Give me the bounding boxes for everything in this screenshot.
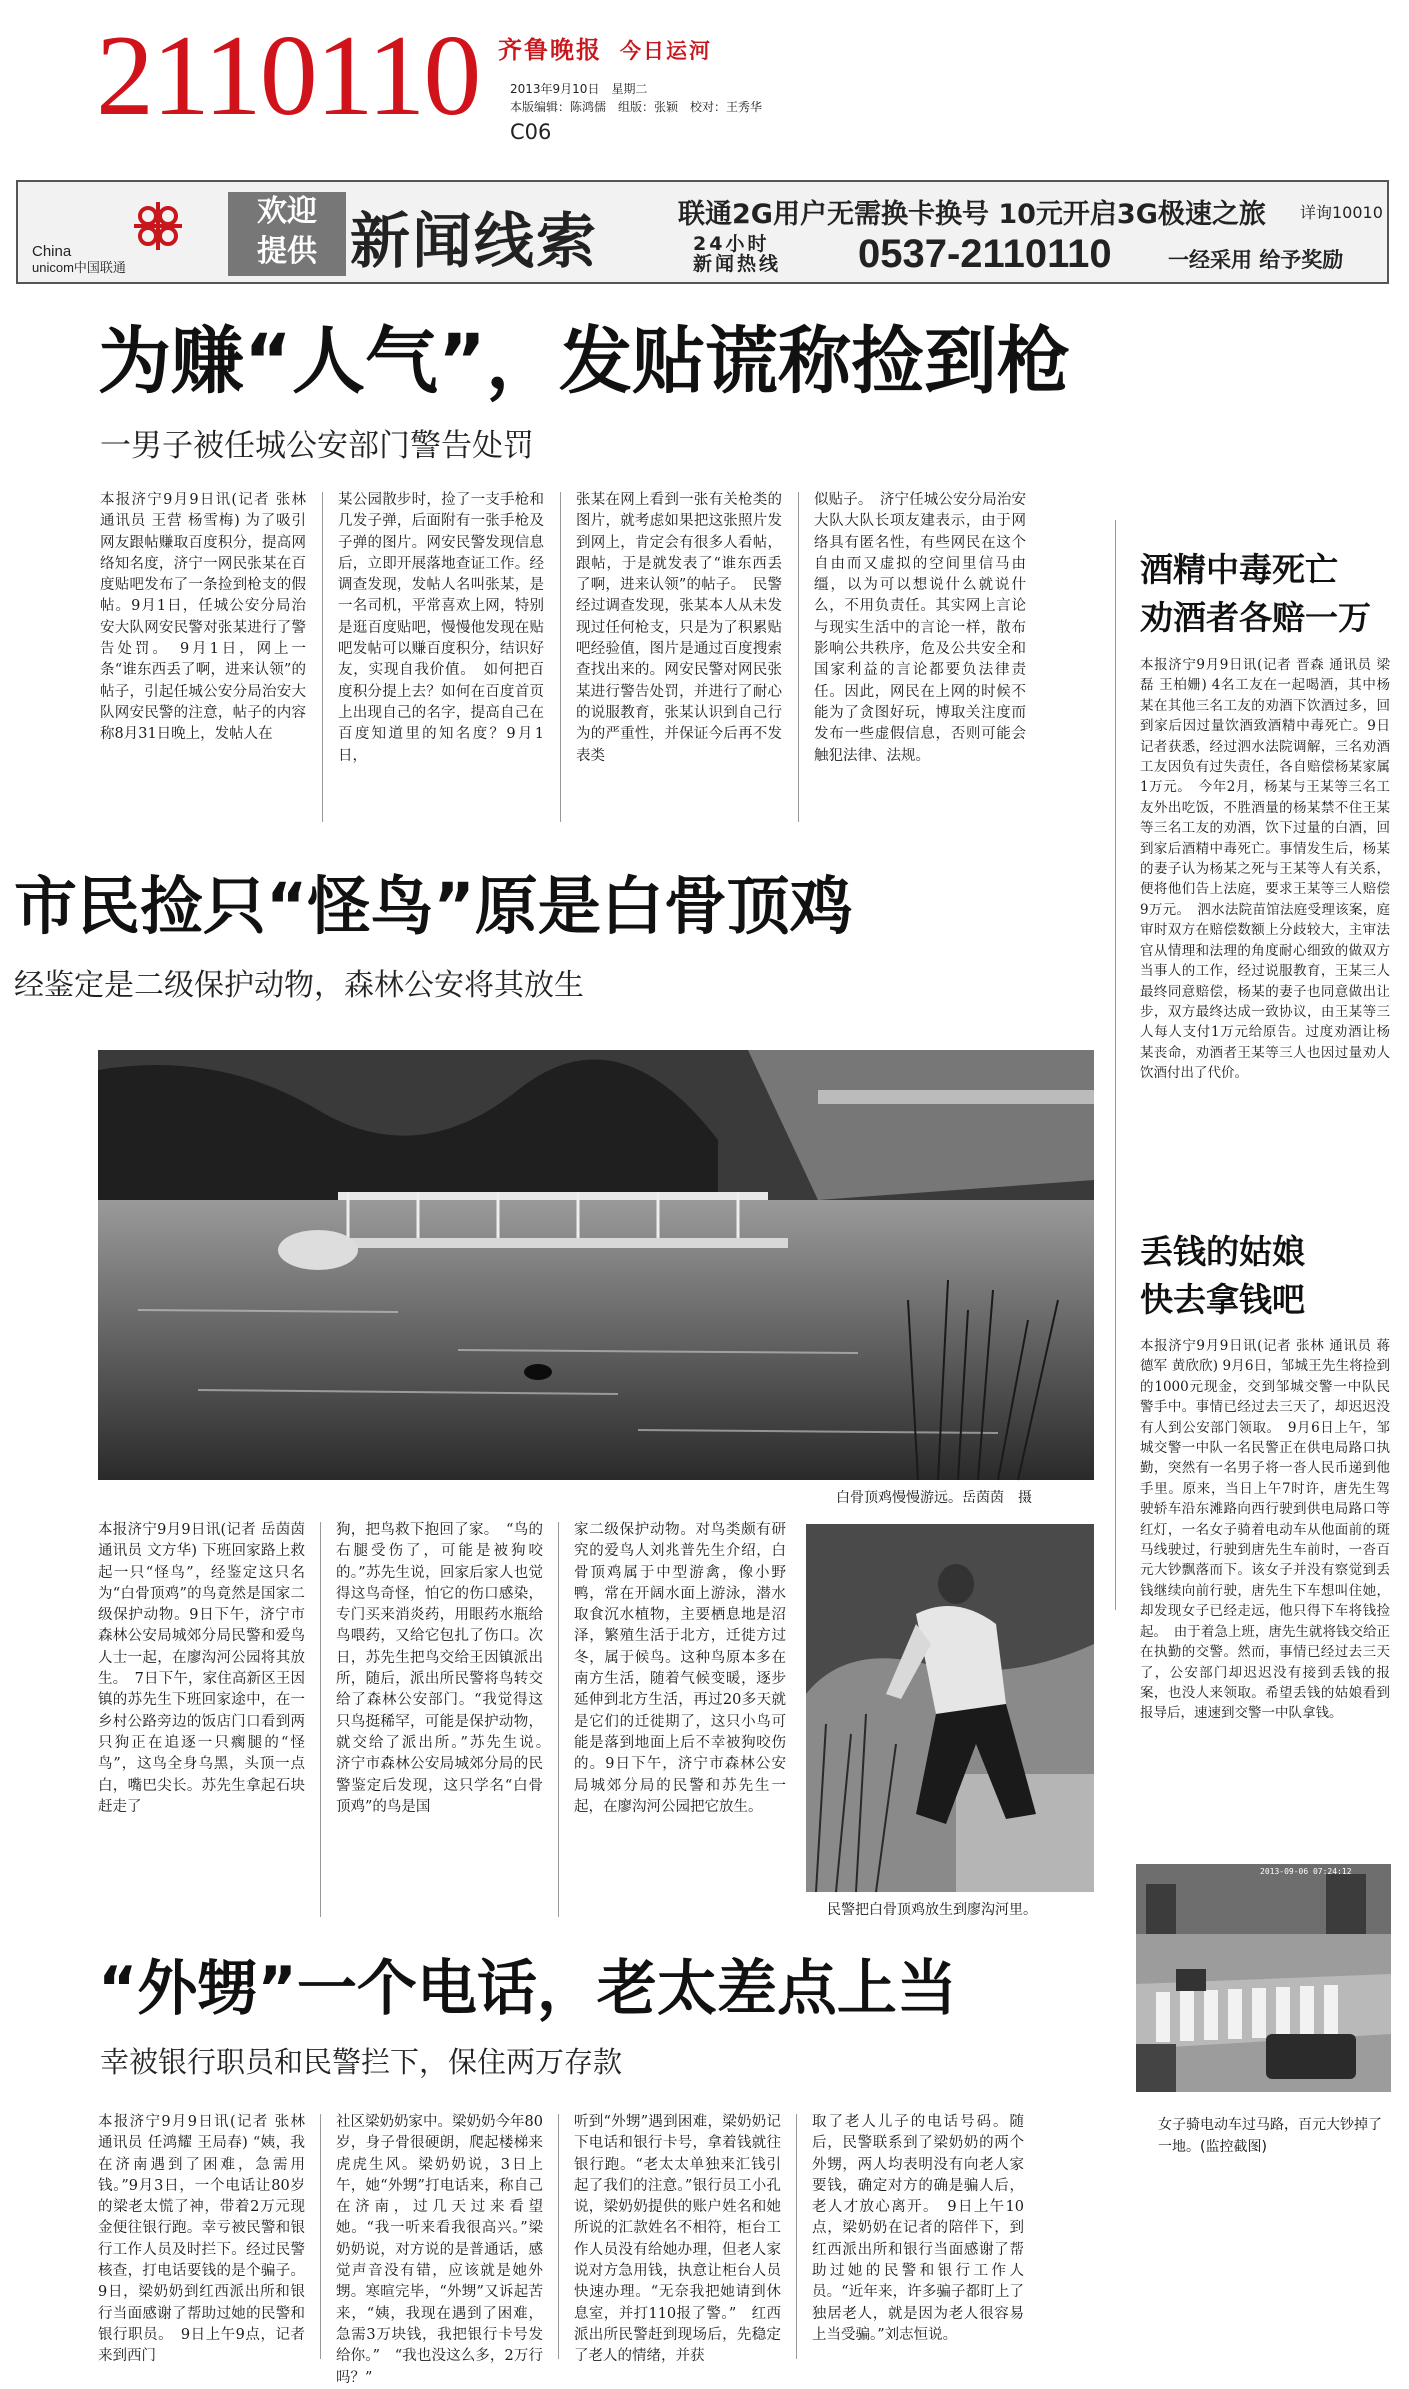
- masthead-meta: [510, 80, 762, 116]
- sidebar2-headline: [1140, 1228, 1390, 1324]
- story3-headline: “外甥”一个电话，老太差点上当: [98, 1954, 957, 2024]
- story3-column-3: 听到“外甥”遇到困难，梁奶奶记下电话和银行卡号，拿着钱就往银行跑。“老太太单独来汇钱引起了我们的注意。”银行员工小孔说，梁奶奶提供的账户姓名和她所说的汇款姓名不相符，柜台工作人员没有给她办理，但老人家说对方急用钱，执意让柜台人员快速办理。“无奈我把她请到休息室，并打110报了警。” 红西派出所民警赶到现场后，先稳定了老人的情绪，并获: [574, 2114, 781, 2365]
- crosswalk-image: [1136, 1864, 1391, 2092]
- newspaper-brand: [498, 30, 712, 65]
- story1-subheadline: 一男子被任城公安部门警告处罚: [100, 428, 534, 464]
- story1-column-3: 张某在网上看到一张有关枪类的图片，就考虑如果把这张照片发到网上，肯定会有很多人看帖，跟帖，于是就发表了“谁东西丢了啊，进来认领”的帖子。 民警经过调查发现，张某本人从未发现过任何枪支，只是为了积累贴吧经验值，图片是通过百度搜索查找出来的。网安民警对网民张某进行警告处罚，并进行了耐心的说服教育，张某认识到自己行为的严重性，并保证今后再不发表类: [576, 492, 782, 764]
- story3-column-1: 本报济宁9月9日讯(记者 张林 通讯员 任鸿耀 王局春) “姨，我在济南遇到了困难，急需用钱。”9月3日，一个电话让80岁的梁老太慌了神，带着2万元现金便往银行跑。幸亏被民警和银行工作人员及时拦下。经过民警核查，打电话要钱的是个骗子。9日，梁奶奶到红西派出所和银行当面感谢了帮助过她的民警和银行职员。 9日上午9点，记者来到西门: [98, 2114, 305, 2365]
- hotline-label-1: 24小时: [693, 233, 770, 255]
- story3-column-4: 取了老人儿子的电话号码。随后，民警联系到了梁奶奶的两个外甥，两人均表明没有向老人家要钱，确定对方的确是骗人后，老人才放心离开。 9日上午10点，梁奶奶在记者的陪伴下，到红西派出所和银行当面感谢了帮助过她的民警和银行工作人员。“近年来，许多骗子都盯上了独居老人，就是因为老人很容易上当受骗。”刘志恒说。: [812, 2114, 1024, 2343]
- story1-column-2: 某公园散步时，捡了一支手枪和几发子弹，后面附有一张手枪及子弹的图片。网安民警发现信息后，立即开展落地查证工作。经调查发现，发帖人名叫张某，是一名司机，平常喜欢上网，特别是逛百度贴吧，慢慢他发现在贴吧发帖可以赚百度积分，结识好友，实现自我价值。 如何把百度积分提上去？如何在百度首页上出现自己的名字，提高自己在百度知道里的知名度？9月1日，: [338, 492, 544, 764]
- surveillance-photo-caption: 女子骑电动车过马路，百元大钞掉了一地。(监控截图): [1158, 2117, 1382, 2155]
- story2-headline: 市民捡只“怪鸟”原是白骨顶鸡: [14, 870, 853, 943]
- date-line: 2013年9月10日 星期二: [510, 82, 648, 96]
- banner-slogan: 一经采用 给予奖励: [1168, 248, 1344, 272]
- welcome-line1: 欢迎: [257, 194, 317, 229]
- surveillance-photo: [1136, 1864, 1391, 2092]
- logo-text-china: China: [32, 243, 72, 260]
- section-name: 今日运河: [620, 38, 712, 63]
- surveillance-timestamp: 2013-09-06 07:24:12: [1260, 1867, 1352, 1876]
- hotline-label-2: 新闻热线: [693, 253, 782, 275]
- consult-number: 详询10010: [1300, 203, 1383, 222]
- pond-scene-image: [98, 1050, 1094, 1480]
- unicom-banner-ad: [16, 180, 1389, 284]
- paper-name: 齐鲁晚报: [498, 35, 602, 64]
- release-bird-photo: [806, 1524, 1094, 1892]
- story1-column-1: 本报济宁9月9日讯(记者 张林 通讯员 王营 杨雪梅) 为了吸引网友跟帖赚取百度积分，提高网络知名度，济宁一网民张某在百度贴吧发布了一条捡到枪支的假帖。9月1日，任城公安分局治安大队网安民警对张某进行了警告处罚。 9月1日，网上一条“谁东西丢了啊，进来认领”的帖子，引起任城公安分局治安大队网安民警的注意，帖子的内容称8月31日晚上，发帖人在: [100, 492, 306, 743]
- unicom-knot-icon: [28, 194, 218, 274]
- banner-hotline-number: 0537-2110110: [858, 232, 1112, 276]
- news-clue-title: 新闻线索: [350, 207, 598, 277]
- story2-column-2: 狗，把鸟救下抱回了家。 “鸟的右腿受伤了，可能是被狗咬的。”苏先生说，回家后家人也觉得这鸟奇怪，怕它的伤口感染，专门买来消炎药，用眼药水瓶给鸟喂药，又给它包扎了伤口。次日，苏先生把鸟交给王因镇派出所，随后，派出所民警将鸟转交给了森林公安部门。“我觉得这只鸟挺稀罕，可能是保护动物，就交给了派出所。”苏先生说。 济宁市森林公安局城郊分局的民警鉴定后发现，这只学名“白骨顶鸡”的鸟是国: [336, 1522, 558, 1815]
- officer-release-image: [806, 1524, 1094, 1892]
- page-number: C06: [510, 120, 552, 144]
- sidebar2-headline-line2: 快去拿钱吧: [1140, 1280, 1305, 1319]
- welcome-line2: 提供: [257, 234, 317, 269]
- sidebar2-body: 本报济宁9月9日讯(记者 张林 通讯员 蒋德军 黄欣欣) 9月6日，邹城王先生将捡到的1000元现金，交到邹城交警一中队民警手中。事情已经过去三天了，却迟迟没有人到公安部门领取。 9月6日上午，邹城交警一中队一名民警正在供电局路口执勤，突然有一名男子将一沓人民币递到他手里。原来，当日上午7时许，唐先生驾驶轿车沿东滩路向西行驶到供电局路口等红灯，一名女子骑着电动车从他面前的斑马线驶过，行驶到唐先生车前时，一沓百元大钞飘落而下。该女子并没有察觉到丢钱继续向前行驶，唐先生下车想叫住她，却发现女子已经走远，他只得下车将钱捡起。 由于着急上班，唐先生就将钱交给正在执勤的交警。然而，事情已经过去三天了，公安部门却迟迟没有接到丢钱的报案，也没人来领取。希望丢钱的姑娘看到报导后，速速到交警一中队拿钱。: [1140, 1338, 1390, 1722]
- story2-column-3: 家二级保护动物。对鸟类颇有研究的爱鸟人刘兆普先生介绍，白骨顶鸡属于中型游禽，像小野鸭，常在开阔水面上游泳，潜水取食沉水植物，主要栖息地是沼泽，繁殖生活于北方，迁徙方过冬，属于候鸟。这种鸟原本多在南方生活，随着气候变暖，逐步延伸到北方生活，再过20多天就是它们的迁徙期了，这只小鸟可能是落到地面上后不幸被狗咬伤的。9日下午，济宁市森林公安局城郊分局的民警和苏先生一起，在廖沟河公园把它放生。: [574, 1522, 786, 1815]
- logo-text-unicom: unicom中国联通: [32, 260, 126, 275]
- sidebar2-headline-line1: 丢钱的姑娘: [1140, 1232, 1305, 1271]
- bird-pond-photo-caption: 白骨顶鸡慢慢游远。岳茵茵 摄: [836, 1490, 1032, 1506]
- release-bird-photo-caption: 民警把白骨顶鸡放生到廖沟河里。: [827, 1902, 1037, 1918]
- editors-line: 本版编辑：陈鸿儒 组版：张颖 校对：王秀华: [510, 100, 763, 114]
- bird-pond-photo: [98, 1050, 1094, 1480]
- sidebar1-body: 本报济宁9月9日讯(记者 晋森 通讯员 梁磊 王柏姗) 4名工友在一起喝酒，其中杨某在其他三名工友的劝酒下饮酒过多，回到家后因过量饮酒致酒精中毒死亡。9日记者获悉，经过泗水法院调解，三名劝酒工友因负有过失责任，各自赔偿杨某家属1万元。 今年2月，杨某与王某等三名工友外出吃饭，不胜酒量的杨某禁不住王某等三名工友的劝酒，饮下过量的白酒，回到家后酒精中毒死亡。事情发生后，杨某的妻子认为杨某之死与王某等人有关系，便将他们告上法庭，要求王某等三人赔偿9万元。 泗水法院苗馆法庭受理该案，庭审时双方在赔偿数额上分歧较大，主审法官从情理和法理的角度耐心细致的做双方当事人的工作，经过说服教育，王某三人最终同意赔偿，杨某的妻子也同意做出让步，双方最终达成一致协议，由王某等三人每人支付1万元给原告。过度劝酒让杨某丧命，劝酒者王某等三人也因过量劝人饮酒付出了代价。: [1140, 657, 1390, 1082]
- story3-column-2: 社区梁奶奶家中。梁奶奶今年80岁，身子骨很硬朗，爬起楼梯来虎虎生风。梁奶奶说，3日上午，她“外甥”打电话来，称自己在济南，过几天过来看望她。“我一听来看我很高兴。”梁奶奶说，对方说的是普通话，感觉声音没有错，应该就是她外甥。寒暄完毕，“外甥”又诉起苦来，“姨，我现在遇到了困难，急需3万块钱，我把银行卡号发给你。” “我也没这么多，2万行吗？”: [336, 2114, 543, 2386]
- story1-column-4: 似贴子。 济宁任城公安分局治安大队大队长项友建表示，由于网络具有匿名性，有些网民在这个自由而又虚拟的空间里信马由缰，以为可以想说什么就说什么，不用负责任。其实网上言论与现实生活中的言论一样，散布影响公共秩序，危及公共安全和国家利益的言论都要负法律责任。因此，网民在上网的时候不能为了贪图好玩，博取关注度而发布一些虚假信息，否则可能会触犯法律、法规。: [814, 492, 1026, 764]
- hotline-label: [693, 234, 781, 274]
- china-unicom-logo: [28, 194, 218, 274]
- story3-subheadline: 幸被银行职员和民警拦下，保住两万存款: [100, 2045, 623, 2079]
- hotline-number-large: 2110110: [96, 12, 480, 140]
- story2-subheadline: 经鉴定是二级保护动物，森林公安将其放生: [14, 968, 584, 1003]
- sidebar1-headline-line1: 酒精中毒死亡: [1140, 550, 1338, 589]
- welcome-box: [228, 192, 346, 276]
- story1-headline: 为赚“人气”，发贴谎称捡到枪: [98, 319, 1070, 404]
- sidebar1-headline-line2: 劝酒者各赔一万: [1140, 598, 1371, 637]
- sidebar1-headline: [1140, 546, 1390, 642]
- story2-column-1: 本报济宁9月9日讯(记者 岳茵茵 通讯员 文方华) 下班回家路上救起一只“怪鸟”，经鉴定这只名为“白骨顶鸡”的鸟竟然是国家二级保护动物。9日下午，济宁市森林公安局城郊分局民警和爱鸟人士一起，在廖沟河公园将其放生。 7日下午，家住高新区王因镇的苏先生下班回家途中，在一乡村公路旁边的饭店门口看到两只狗正在追逐一只瘸腿的“怪鸟”，这鸟全身乌黑，头顶一点白，嘴巴尖长。苏先生拿起石块赶走了: [98, 1522, 305, 1815]
- promo-text: 联通2G用户无需换卡换号 10元开启3G极速之旅: [678, 199, 1266, 230]
